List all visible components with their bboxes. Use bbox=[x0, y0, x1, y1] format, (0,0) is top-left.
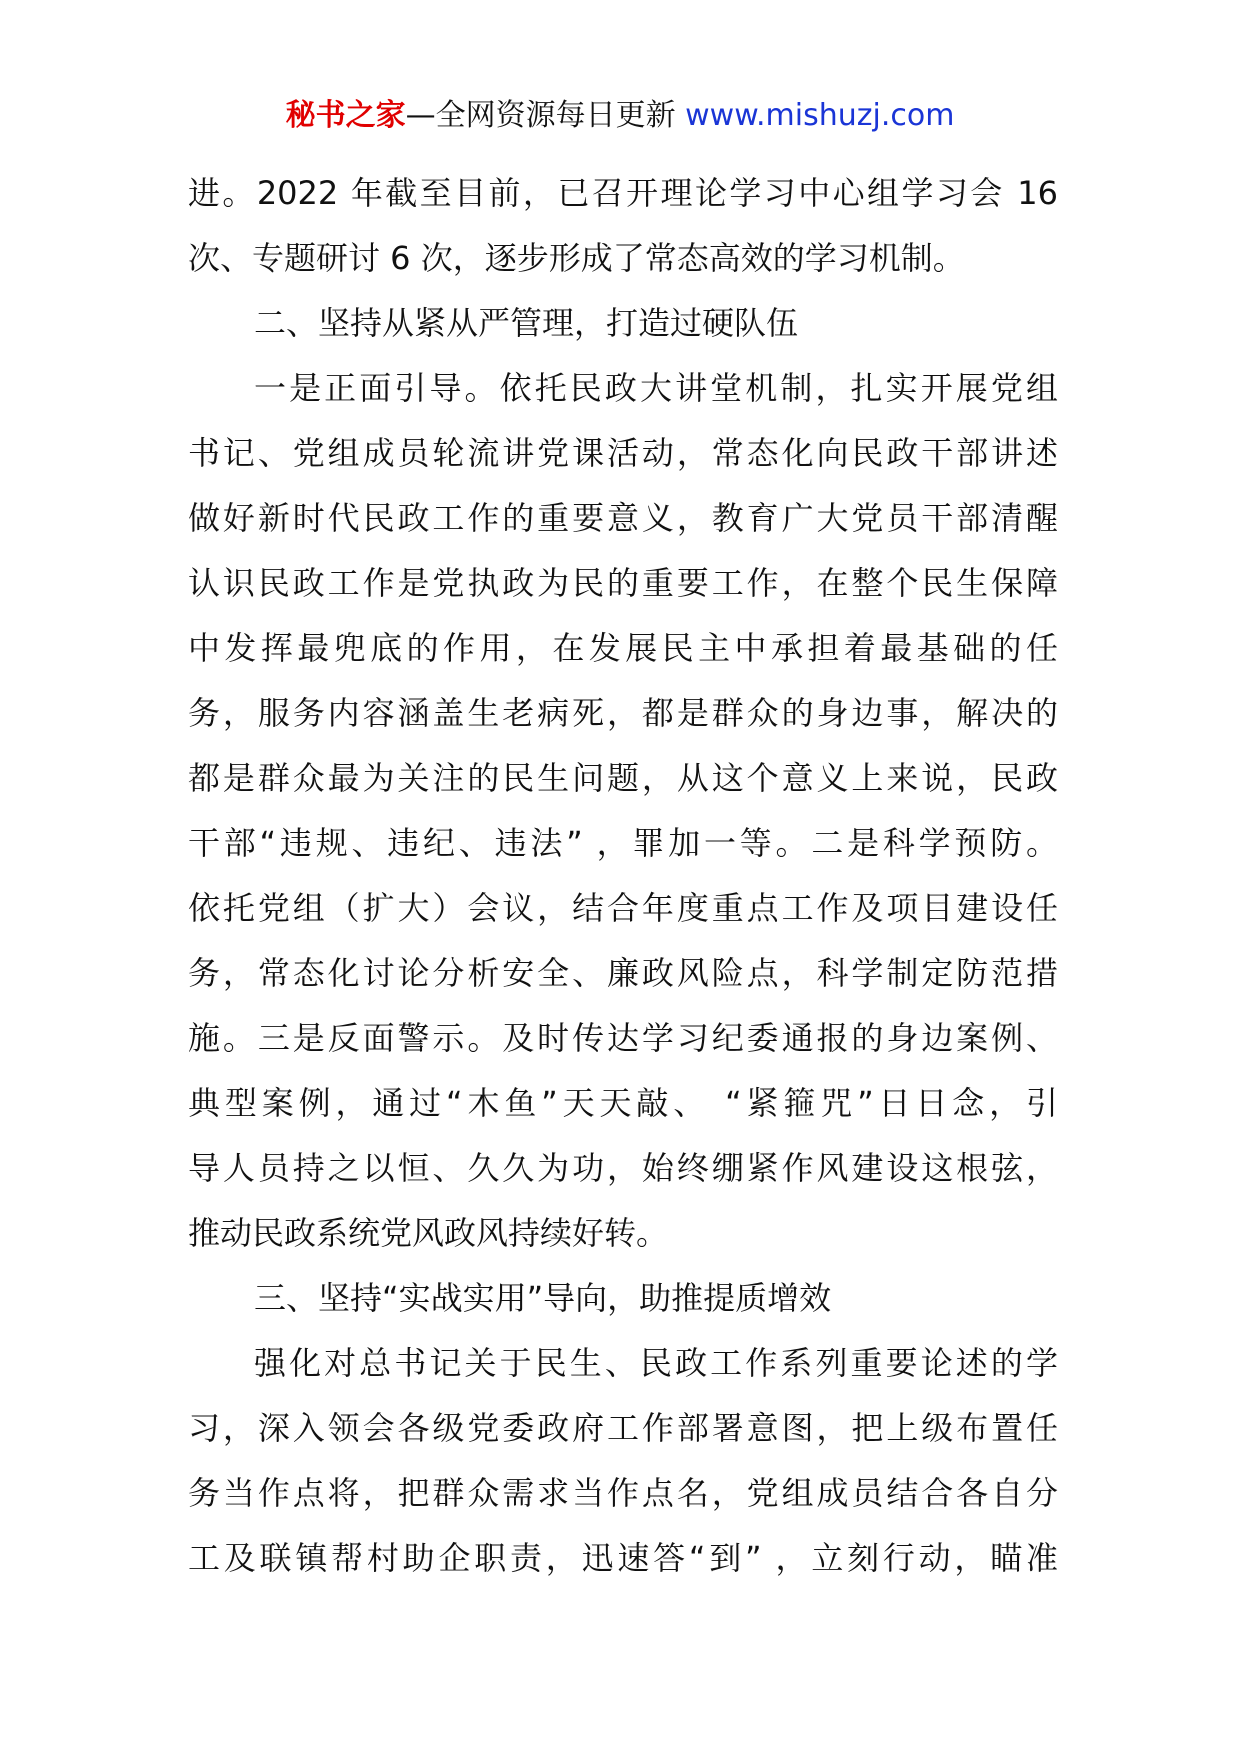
text-line: 务，常态化讨论分析安全、廉政风险点，科学制定防范措 bbox=[188, 954, 1058, 992]
text-line: 导人员持之以恒、久久为功，始终绷紧作风建设这根弦， bbox=[188, 1149, 1058, 1187]
page-header bbox=[0, 96, 1240, 136]
text-line: 依托党组（扩大）会议，结合年度重点工作及项目建设任 bbox=[188, 889, 1058, 927]
section-heading: 二、坚持从紧从严管理，打造过硬队伍 bbox=[254, 304, 799, 342]
header-tagline: —全网资源每日更新 bbox=[405, 98, 676, 133]
text-line: 认识民政工作是党执政为民的重要工作，在整个民生保障 bbox=[188, 564, 1058, 602]
text-line: 做好新时代民政工作的重要意义，教育广大党员干部清醒 bbox=[188, 499, 1058, 537]
document-body bbox=[188, 161, 1058, 1591]
text-line: 次、专题研讨 6 次，逐步形成了常态高效的学习机制。 bbox=[188, 239, 965, 277]
text-line: 书记、党组成员轮流讲党课活动，常态化向民政干部讲述 bbox=[188, 434, 1058, 472]
text-line: 工及联镇帮村助企职责，迅速答“到” ，立刻行动，瞄准 bbox=[188, 1539, 1058, 1577]
text-line: 习，深入领会各级党委政府工作部署意图，把上级布置任 bbox=[188, 1409, 1058, 1447]
text-line: 强化对总书记关于民生、民政工作系列重要论述的学 bbox=[254, 1344, 1058, 1382]
section-heading: 三、坚持“实战实用”导向，助推提质增效 bbox=[254, 1279, 832, 1317]
text-line: 一是正面引导。依托民政大讲堂机制，扎实开展党组 bbox=[254, 369, 1058, 407]
text-line: 进。2022 年截至目前，已召开理论学习中心组学习会 16 bbox=[188, 174, 1058, 212]
text-line: 推动民政系统党风政风持续好转。 bbox=[188, 1214, 669, 1252]
text-line: 施。三是反面警示。及时传达学习纪委通报的身边案例、 bbox=[188, 1019, 1058, 1057]
text-line: 都是群众最为关注的民生问题，从这个意义上来说，民政 bbox=[188, 759, 1058, 797]
header-url-link[interactable]: www.mishuzj.com bbox=[685, 98, 955, 133]
text-line: 务，服务内容涵盖生老病死，都是群众的身边事，解决的 bbox=[188, 694, 1058, 732]
text-line: 务当作点将，把群众需求当作点名，党组成员结合各自分 bbox=[188, 1474, 1058, 1512]
header-brand: 秘书之家 bbox=[285, 98, 406, 133]
text-line: 干部“违规、违纪、违法” ，罪加一等。二是科学预防。 bbox=[188, 824, 1058, 862]
text-line: 中发挥最兜底的作用，在发展民主中承担着最基础的任 bbox=[188, 629, 1058, 667]
text-line: 典型案例，通过“木鱼”天天敲、 “紧箍咒”日日念，引 bbox=[188, 1084, 1058, 1122]
